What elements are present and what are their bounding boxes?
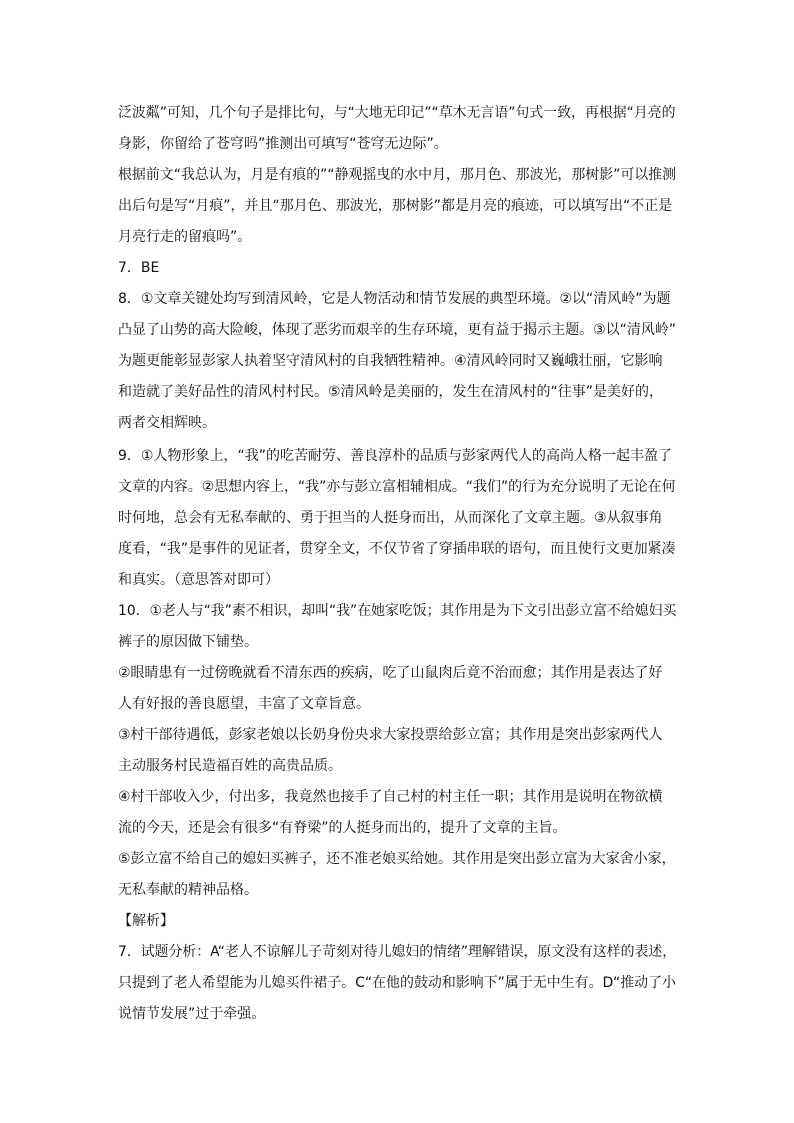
text-line: 裤子的原因做下铺垫。 — [118, 634, 258, 650]
answer-9: 9．①人物形象上，“我”的吃苦耐劳、善良淳朴的品质与彭家两代人的高尚人格一起丰盈了 — [118, 448, 672, 464]
answer-7: 7．BE — [118, 260, 160, 276]
text-line: 和真实。（意思答对即可） — [118, 572, 279, 588]
text-line: 无私奉献的精神品格。 — [118, 882, 258, 898]
text-line: 和造就了美好品性的清风村村民。⑤清风岭是美丽的，发生在清风村的“往事”是美好的， — [118, 384, 664, 400]
text-line: ③村干部待遇低，彭家老娘以长奶身份央求大家投票给彭立富；其作用是突出彭家两代人 — [118, 727, 663, 743]
text-line: 凸显了山势的高大险峻，体现了恶劣而艰辛的生存环境，更有益于揭示主题。③以“清风岭” — [118, 322, 677, 338]
text-line: 为题更能彰显彭家人执着坚守清风村的自我牺牲精神。④清风岭同时又巍峨壮丽，它影响 — [118, 353, 663, 369]
text-line: 度看，“我”是事件的见证者，贯穿全文，不仅节省了穿插串联的语句，而且使行文更加紧凑 — [118, 541, 676, 557]
text-line: 泛波粼”可知，几个句子是排比句，与“大地无印记”“草木无言语”句式一致，再根据“月亮的 — [118, 105, 676, 121]
text-line: 根据前文“我总认为，月是有痕的”“静观摇曳的水中月，那月色、那波光，那树影”可以推测 — [118, 167, 677, 183]
text-line: ②眼睛患有一过傍晚就看不清东西的疾病，吃了山鼠肉后竟不治而愈；其作用是表达了好 — [118, 665, 663, 681]
text-line: 月亮行走的留痕吗”。 — [118, 229, 252, 245]
text-line: 说情节发展”过于牵强。 — [118, 1006, 266, 1022]
text-line: 两者交相辉映。 — [118, 415, 216, 431]
text-line: 只提到了老人希望能为儿媳买件裙子。C“在他的鼓动和影响下”属于无中生有。D“推动了小 — [118, 975, 676, 991]
text-line: 身影，你留给了苍穹吗”推测出可填写“苍穹无边际”。 — [118, 136, 448, 152]
text-line: 人有好报的善良愿望，丰富了文章旨意。 — [118, 696, 370, 712]
analysis-7: 7．试题分析：A“老人不谅解儿子苛刻对待儿媳妇的情绪”理解错误，原文没有这样的表述， — [118, 944, 677, 960]
text-line: ⑤彭立富不给自己的媳妇买裤子，还不准老娘买给她。其作用是突出彭立富为大家舍小家， — [118, 851, 676, 867]
answer-10: 10．①老人与“我”素不相识，却叫“我”在她家吃饭；其作用是为下文引出彭立富不给媳妇买 — [118, 603, 677, 619]
text-line: 主动服务村民造福百姓的高贵品质。 — [118, 758, 342, 774]
answer-8: 8．①文章关键处均写到清风岭，它是人物活动和情节发展的典型环境。②以“清风岭”为题 — [118, 291, 671, 307]
text-line: ④村干部收入少，付出多，我竟然也接手了自己村的村主任一职；其作用是说明在物欲横 — [118, 789, 663, 805]
section-heading-analysis: 【解析】 — [118, 913, 174, 929]
text-line: 流的今天，还是会有很多“有脊梁”的人挺身而出的，提升了文章的主旨。 — [118, 820, 567, 836]
text-line: 文章的内容。②思想内容上，“我”亦与彭立富相辅相成。“我们”的行为充分说明了无论在何 — [118, 479, 676, 495]
text-line: 时何地，总会有无私奉献的、勇于担当的人挺身而出，从而深化了文章主题。③从叙事角 — [118, 510, 663, 526]
text-line: 出后句是写“月痕”，并且“那月色、那波光，那树影”都是月亮的痕迹，可以填写出“不正是 — [118, 198, 673, 214]
